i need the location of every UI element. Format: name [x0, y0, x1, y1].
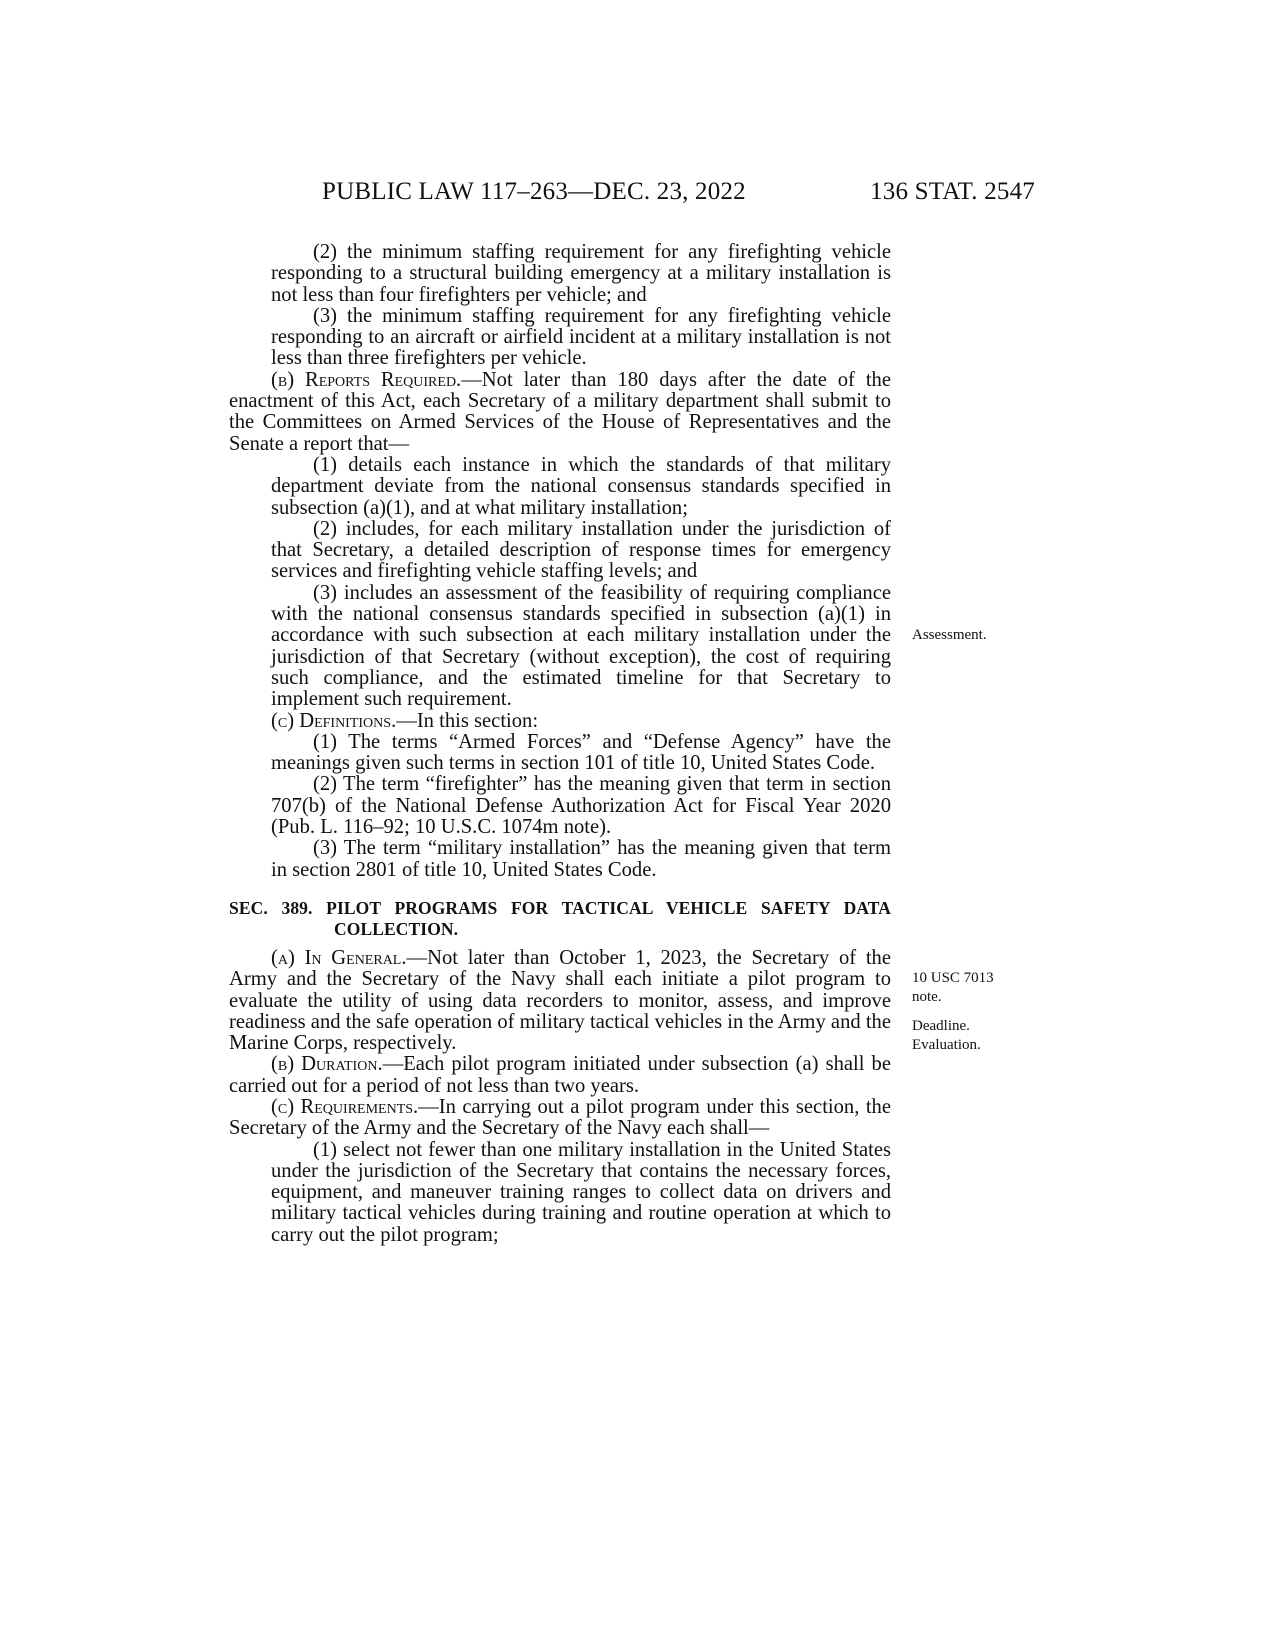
sec389-subsection-c-heading: (c) Requirements. — [271, 1095, 419, 1118]
header-page-number: 136 STAT. 2547 — [870, 178, 1035, 205]
subsection-b-heading: (b) Reports Required. — [271, 368, 462, 391]
sec389-paragraph-c1: (1) select not fewer than one military installation in the United States under the jurisdiction of the Secretary that contains the necessary forces, equipment, and maneuver training ranges to collect data on drivers and military tactical vehicles during training and routine operation at which to carry out the pilot program; — [271, 1138, 891, 1246]
paragraph-c1: (1) The terms “Armed Forces” and “Defense Agency” have the meanings given such terms in section 101 of title 10, United States Code. — [271, 730, 891, 775]
sec389-subsection-b-text: —Each pilot program initiated under subsection (a) shall be carried out for a period of not less than two years. — [229, 1053, 891, 1097]
paragraph-b2: (2) includes, for each military installation under the jurisdiction of that Secretary, a detailed description of response times for emergency services and firefighting vehicle staffing levels; and — [271, 517, 891, 583]
sec389-subsection-a-text: —Not later than October 1, 2023, the Secretary of the Army and the Secretary of the Navy shall each initiate a pilot program to evaluate the utility of using data recorders to monitor, assess, and improve readiness and the safe operation of military tactical vehicles in the Army and the Marine Corps, respectively. — [229, 946, 891, 1055]
sec389-subsection-c-text: —In carrying out a pilot program under this section, the Secretary of the Army and the Secretary of the Navy each shall— — [229, 1095, 891, 1140]
subsection-b — [229, 370, 891, 455]
margin-note-evaluation-text: Evaluation. — [912, 1037, 981, 1053]
margin-note-assessment — [912, 626, 987, 645]
paragraph-c3: (3) The term “military installation” has the meaning given that term in section 2801 of title 10, United States Code. — [271, 837, 891, 881]
header-citation: PUBLIC LAW 117–263—DEC. 23, 2022 — [322, 178, 746, 205]
sec389-subsection-b-heading: (b) Duration. — [271, 1053, 383, 1076]
running-header — [230, 178, 1035, 214]
margin-note-deadline-text: Deadline. — [912, 1018, 970, 1034]
margin-note-deadline — [912, 1017, 981, 1055]
subsection-c — [229, 711, 891, 732]
margin-note-usc-line1: 10 USC 7013 — [912, 970, 994, 986]
paragraph-b1: (1) details each instance in which the standards of that military department deviate from the national consensus standards specified in subsection (a)(1), and at what military installation; — [271, 453, 891, 519]
margin-note-usc-line2: note. — [912, 989, 942, 1005]
sec389-subsection-c — [229, 1097, 891, 1140]
paragraph-a2: (2) the minimum staffing requirement for any firefighting vehicle responding to a structural building emergency at a military installation is not less than four firefighters per vehicle; and — [271, 241, 891, 306]
paragraph-c2: (2) The term “firefighter” has the meaning given that term in section 707(b) of the National Defense Authorization Act for Fiscal Year 2020 (Pub. L. 116–92; 10 U.S.C. 1074m note). — [271, 773, 891, 839]
paragraph-b3: (3) includes an assessment of the feasibility of requiring compliance with the national consensus standards specified in subsection (a)(1) in accordance with such subsection at each military installation under the jurisdiction of that Secretary (without exception), the cost of requiring such compliance, and the estimated timeline for that Secretary to implement such requirement. — [271, 581, 891, 711]
sec389-subsection-a — [229, 948, 891, 1054]
paragraph-a3: (3) the minimum staffing requirement for any firefighting vehicle responding to an aircraft or airfield incident at a military installation is not less than three firefighters per vehicle. — [271, 304, 891, 370]
subsection-c-text: —In this section: — [396, 709, 539, 732]
section-389-title: SEC. 389. PILOT PROGRAMS FOR TACTICAL VEHICLE SAFETY DATA COLLECTION. — [229, 897, 891, 939]
sec389-subsection-b — [229, 1054, 891, 1097]
subsection-b-text: —Not later than 180 days after the date of the enactment of this Act, each Secretary of a military department shall submit to the Committees on Armed Services of the House of Representatives and the Senate a report that— — [229, 368, 891, 455]
margin-note-assessment-text: Assessment. — [912, 627, 987, 643]
law-text-body — [229, 242, 891, 1246]
margin-note-usc — [912, 969, 994, 1007]
sec389-subsection-a-heading: (a) In General. — [271, 946, 407, 969]
subsection-c-heading: (c) Definitions. — [271, 709, 397, 732]
